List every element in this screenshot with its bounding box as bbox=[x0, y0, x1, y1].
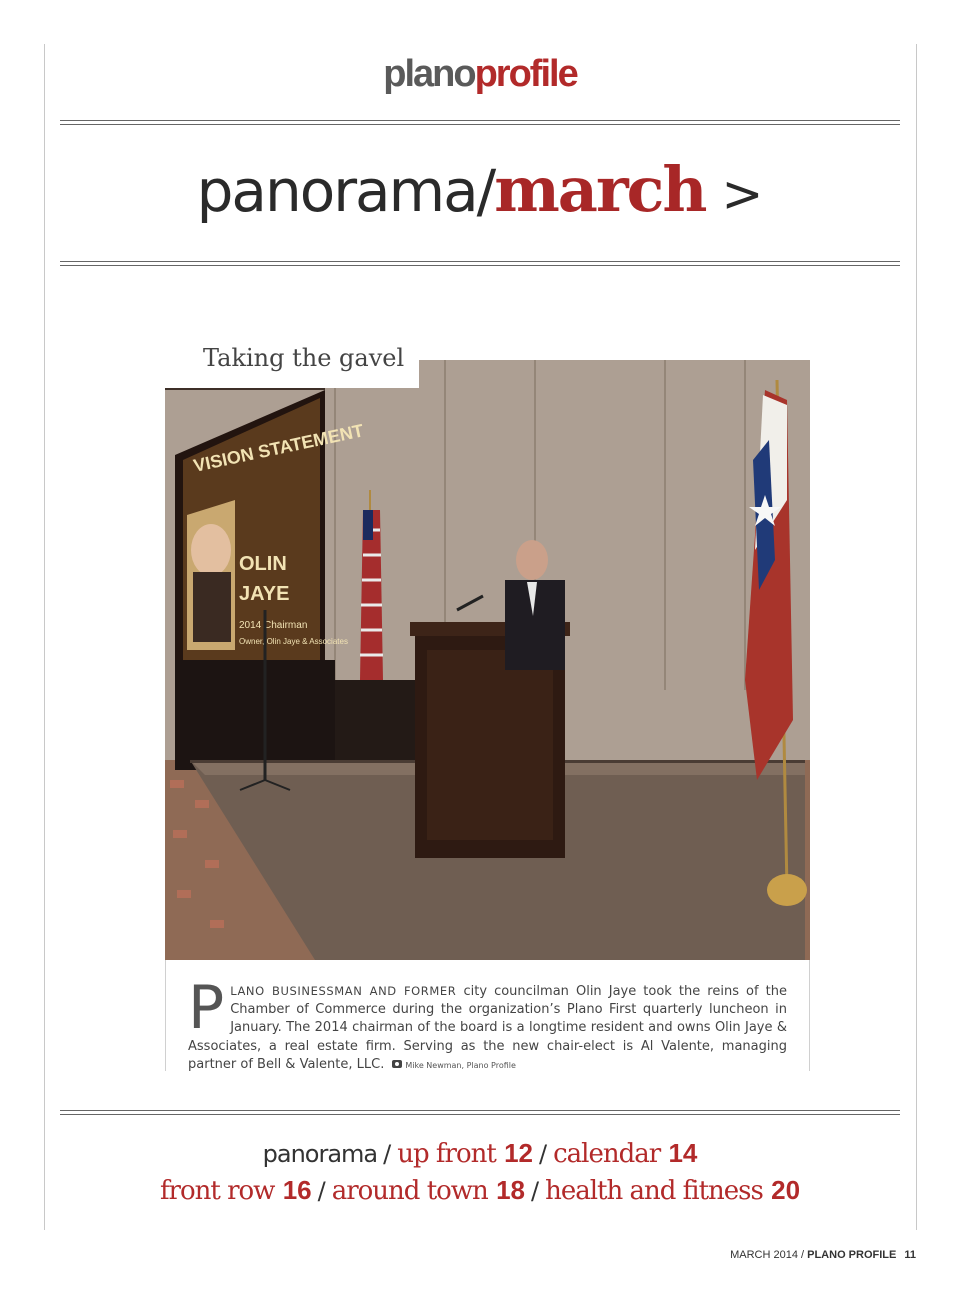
top-rule bbox=[60, 120, 900, 125]
toc-page-around-town: 18 bbox=[496, 1175, 525, 1205]
toc-page-up-front: 12 bbox=[504, 1138, 533, 1168]
photo-caption bbox=[165, 960, 810, 1071]
section-navigation bbox=[0, 1135, 960, 1209]
screen-title: VISION STATEMENT bbox=[191, 420, 366, 476]
masthead-profile: profile bbox=[474, 53, 577, 95]
photo-tag: Taking the gavel bbox=[165, 328, 419, 388]
headline-panorama: panorama/ bbox=[196, 157, 495, 225]
screen-name-1: OLIN bbox=[239, 553, 287, 575]
toc-item-up-front[interactable]: up front bbox=[397, 1139, 496, 1169]
toc-row-2 bbox=[0, 1172, 960, 1209]
headline-arrow-icon: > bbox=[721, 165, 764, 223]
caption-lead: LANO BUSINESSMAN AND FORMER bbox=[230, 984, 457, 998]
masthead-plano: plano bbox=[383, 53, 475, 95]
caption-dropcap: P bbox=[188, 973, 225, 1043]
folio-date: MARCH 2014 / bbox=[730, 1249, 808, 1261]
toc-rule bbox=[60, 1110, 900, 1115]
toc-page-calendar: 14 bbox=[668, 1138, 698, 1168]
folio-page-number: 11 bbox=[904, 1249, 916, 1261]
photo-credit: Mike Newman, Plano Profile bbox=[405, 1060, 516, 1070]
headline-month: march bbox=[494, 153, 706, 226]
toc-item-around-town[interactable]: around town bbox=[331, 1176, 488, 1206]
camera-icon bbox=[392, 1060, 402, 1068]
toc-separator: / bbox=[531, 1177, 540, 1205]
headline-rule bbox=[60, 261, 900, 266]
event-photo-illustration bbox=[165, 360, 810, 960]
toc-page-front-row: 16 bbox=[282, 1175, 312, 1205]
toc-item-calendar[interactable]: calendar bbox=[553, 1139, 661, 1169]
event-photo bbox=[165, 360, 810, 960]
caption-body: city councilman Olin Jaye took the reins of the Chamber of Commerce during the organization’s Plano First quarterly luncheon in January. The 2014 chairman of the board is a longtime resident and owns Olin Jaye & Associates, a real estate firm. Serving as the new chair-elect is Al Valente, managing partner of Bell & Valente, LLC. bbox=[188, 984, 787, 1072]
folio-magazine: PLANO PROFILE bbox=[807, 1249, 897, 1261]
toc-item-panorama[interactable]: panorama bbox=[262, 1140, 378, 1168]
toc-separator: / bbox=[538, 1140, 548, 1168]
screen-role-1: 2014 Chairman bbox=[239, 620, 308, 631]
section-headline bbox=[0, 148, 960, 249]
screen-name-2: JAYE bbox=[239, 583, 290, 605]
toc-item-front-row[interactable]: front row bbox=[159, 1176, 275, 1206]
screen-role-2: Owner, Olin Jaye & Associates bbox=[239, 637, 348, 646]
toc-page-health-and-fitness: 20 bbox=[771, 1175, 801, 1205]
page-folio bbox=[730, 1249, 916, 1261]
toc-row-1 bbox=[0, 1135, 960, 1172]
toc-separator: / bbox=[383, 1140, 392, 1168]
toc-separator: / bbox=[317, 1177, 326, 1205]
toc-item-health-and-fitness[interactable]: health and fitness bbox=[545, 1176, 763, 1206]
masthead-logo bbox=[0, 52, 960, 96]
